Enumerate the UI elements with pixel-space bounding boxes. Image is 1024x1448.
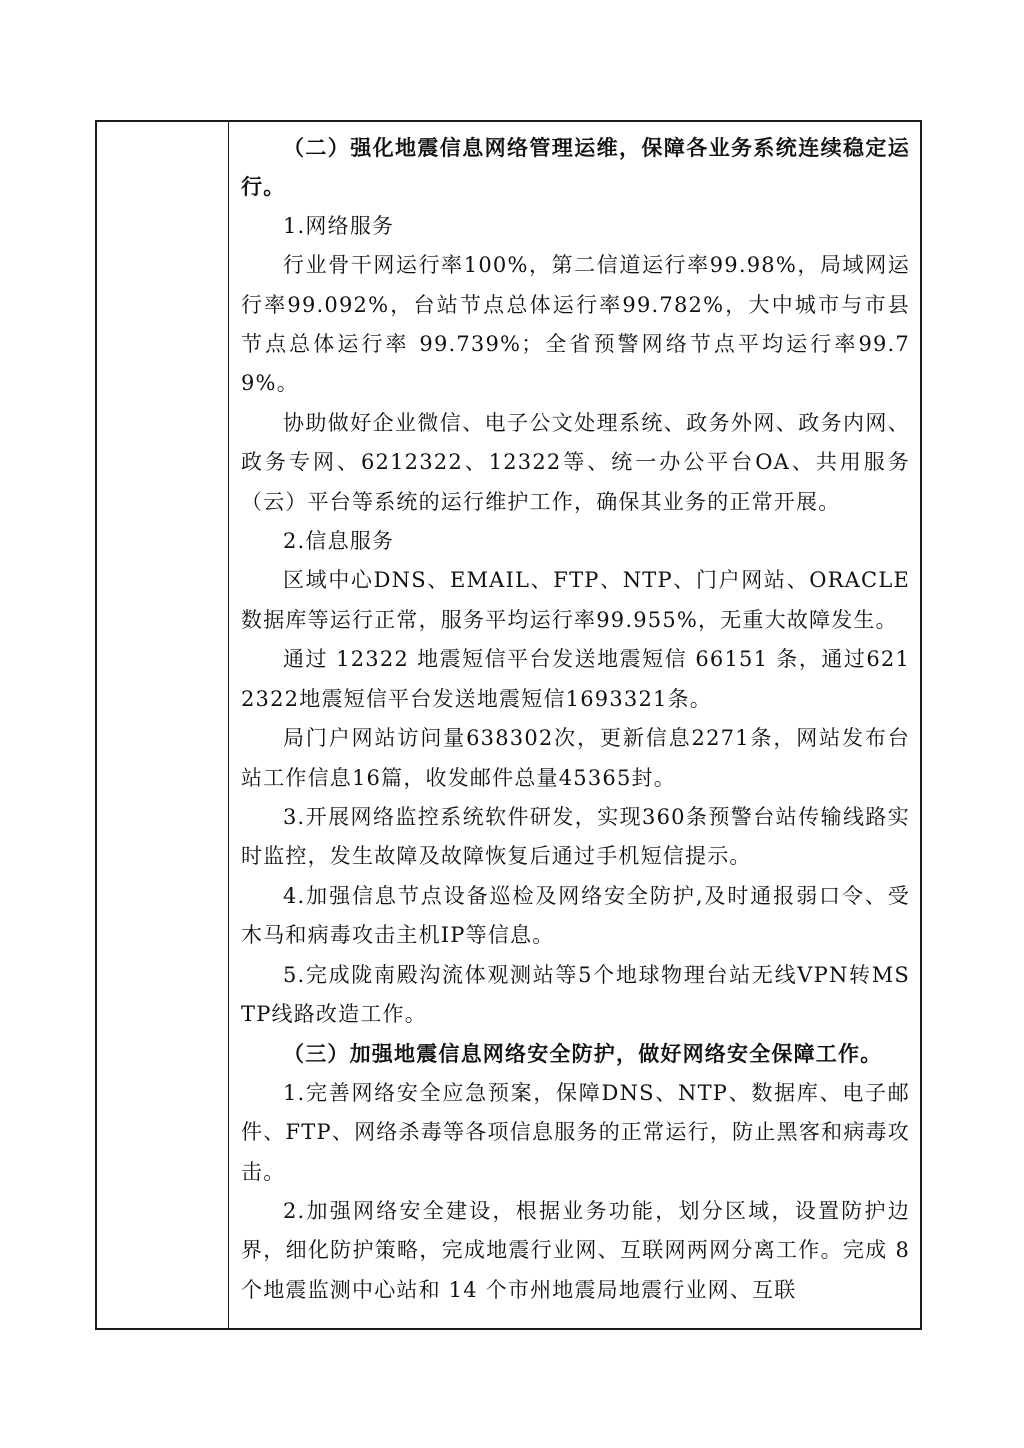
paragraph-service-status: 区域中心DNS、EMAIL、FTP、NTP、门户网站、ORACLE数据库等运行正常，服务平均运行率99.955%，无重大故障发生。 <box>241 568 910 632</box>
table-content-cell <box>231 122 920 1328</box>
paragraph-network-rates: 行业骨干网运行率100%，第二信道运行率99.98%，局域网运行率99.092%，台站节点总体运行率99.782%，大中城市与市县节点总体运行率 99.739%；全省预警网络节点平均运行率99.79%。 <box>241 253 910 396</box>
paragraph-emergency-plan: 1.完善网络安全应急预案，保障DNS、NTP、数据库、电子邮件、FTP、网络杀毒等各项信息服务的正常运行，防止黑客和病毒攻击。 <box>241 1080 910 1184</box>
paragraph-sms-platform: 通过 12322 地震短信平台发送地震短信 66151 条，通过6212322地震短信平台发送地震短信1693321条。 <box>241 647 910 711</box>
paragraph-security-construction: 2.加强网络安全建设，根据业务功能，划分区域，设置防护边界，细化防护策略，完成地震行业网、互联网两网分离工作。完成 8 个地震监测中心站和 14 个市州地震局地震行业网、互联 <box>241 1198 910 1302</box>
paragraph-monitoring-software: 3.开展网络监控系统软件研发，实现360条预警台站传输线路实时监控，发生故障及故障恢复后通过手机短信提示。 <box>241 804 910 869</box>
paragraph-portal-stats: 局门户网站访问量638302次，更新信息2271条，网站发布台站工作信息16篇，收发邮件总量45365封。 <box>241 726 910 790</box>
section-heading-2: （二）强化地震信息网络管理运维，保障各业务系统连续稳定运行。 <box>241 135 910 200</box>
report-table <box>95 120 922 1330</box>
section-heading-3: （三）加强地震信息网络安全防护，做好网络安全保障工作。 <box>283 1041 883 1067</box>
paragraph-vpn-upgrade: 5.完成陇南殿沟流体观测站等5个地球物理台站无线VPN转MSTP线路改造工作。 <box>241 962 910 1026</box>
subheading-network-service: 1.网络服务 <box>283 213 395 238</box>
paragraph-node-inspection: 4.加强信息节点设备巡检及网络安全防护,及时通报弱口令、受木马和病毒攻击主机IP等信息。 <box>241 883 910 948</box>
paragraph-system-maintenance: 协助做好企业微信、电子公文处理系统、政务外网、政务内网、政务专网、6212322、12322等、统一办公平台OA、共用服务（云）平台等系统的运行维护工作，确保其业务的正常开展。 <box>241 410 910 514</box>
table-label-column <box>97 122 229 1328</box>
subheading-information-service: 2.信息服务 <box>283 529 395 554</box>
